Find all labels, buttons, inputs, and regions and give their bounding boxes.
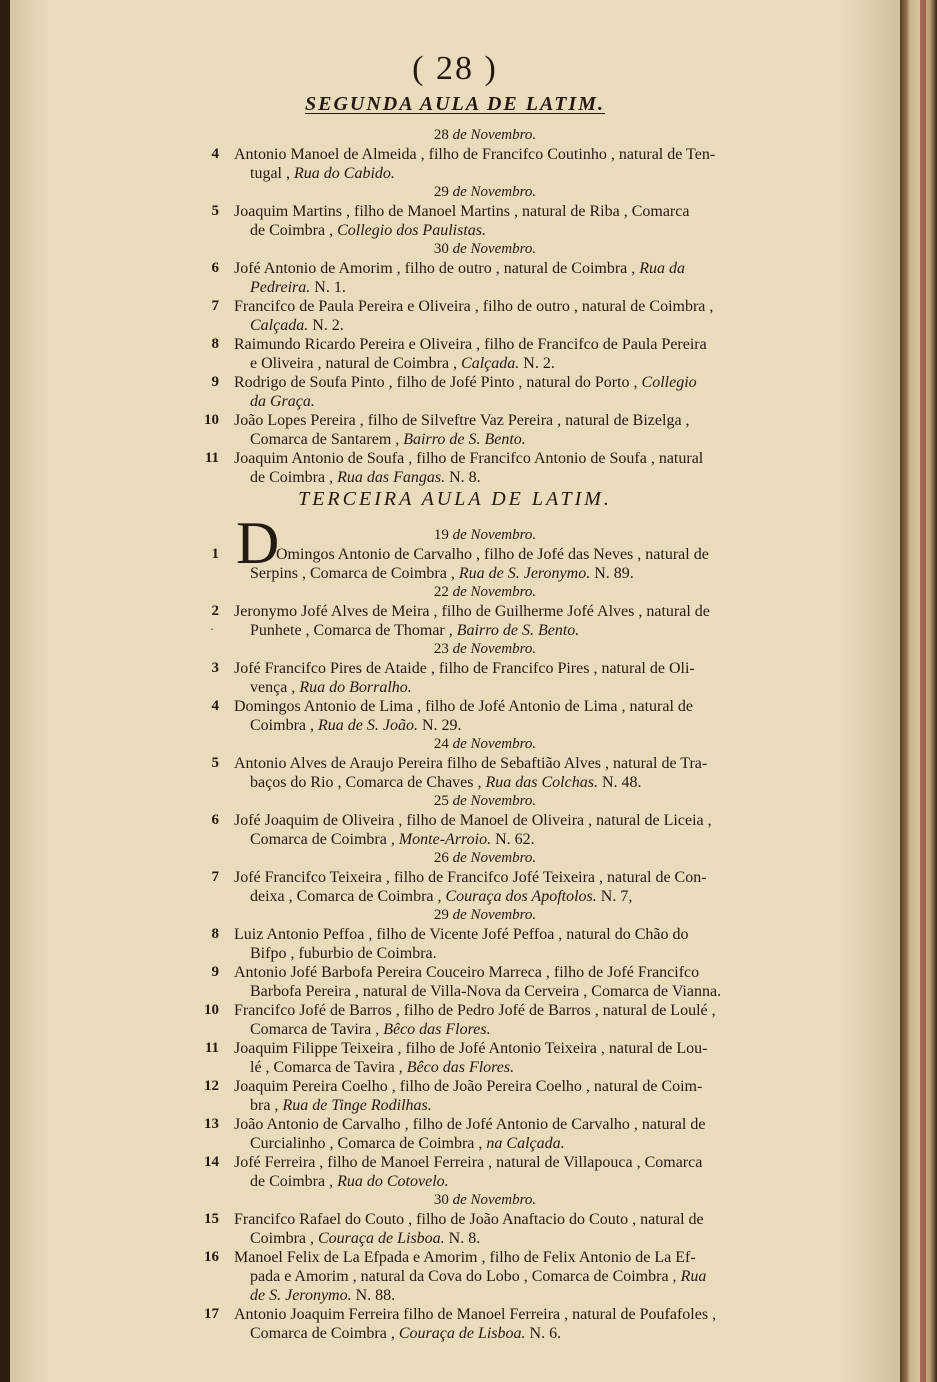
- entry-line: [10, 392, 900, 411]
- date-day: 25: [433, 793, 449, 809]
- entry-line: [10, 1039, 900, 1058]
- address-text: Collegio: [641, 374, 697, 391]
- date-heading: [10, 126, 900, 145]
- date-day: 23: [433, 641, 449, 657]
- entry-line: [10, 1267, 900, 1286]
- entry-number: 9: [211, 374, 219, 390]
- entry-text: e Oliveira , natural de Coimbra ,: [250, 355, 462, 372]
- entry-line: [10, 354, 900, 373]
- address-text: Calçada.: [250, 317, 309, 334]
- entry-number: 7: [211, 298, 219, 314]
- entry-line: [10, 1324, 900, 1343]
- list-item: [10, 202, 900, 240]
- entry-text: Comarca de Tavira ,: [250, 1021, 384, 1038]
- date-day: 26: [433, 850, 449, 866]
- page-fore-edge: [920, 0, 926, 1382]
- date-day: 29: [433, 907, 449, 923]
- entry-text: lé , Comarca de Tavira ,: [250, 1059, 407, 1076]
- entry-line: [10, 887, 900, 906]
- entry-line: [10, 944, 900, 963]
- entry-number: 4: [211, 146, 219, 162]
- entry-line: [10, 1058, 900, 1077]
- address-text: Bêco das Flores.: [383, 1021, 491, 1038]
- section-terceira-entries: [10, 526, 900, 1343]
- entry-text: Serpins , Comarca de Coimbra ,: [250, 565, 459, 582]
- address-text: Monte-Arroio.: [398, 831, 492, 848]
- entry-text: Jofé Ferreira , filho de Manoel Ferreira , natural de Villapouca , Comarca: [234, 1154, 703, 1171]
- list-item: [10, 1305, 900, 1343]
- margin-mark: ·: [210, 622, 214, 636]
- entry-text: Joaquim Antonio de Soufa , filho de Francifco Antonio de Soufa , natural: [234, 450, 704, 467]
- date-month: de Novembro.: [452, 850, 537, 866]
- entry-text: Bifpo , fuburbio de Coimbra.: [250, 945, 437, 962]
- entry-line: [10, 259, 900, 278]
- entry-text: Omingos Antonio de Carvalho , filho de Jofé das Neves , natural de: [276, 546, 709, 563]
- entry-text: Jofé Antonio de Amorim , filho de outro , natural de Coimbra ,: [234, 260, 640, 277]
- entry-text: Joaquim Filippe Teixeira , filho de Jofé Antonio Teixeira , natural de Lou-: [234, 1040, 708, 1057]
- entry-number: 10: [204, 1002, 219, 1018]
- entry-text: N. 2.: [519, 355, 555, 372]
- date-month: de Novembro.: [452, 907, 537, 923]
- date-month: de Novembro.: [452, 736, 537, 752]
- entry-text: Barbofa Pereira , natural de Villa-Nova da Cerveira , Comarca de Vianna.: [250, 983, 722, 1000]
- date-month: de Novembro.: [452, 793, 537, 809]
- list-item: [10, 335, 900, 373]
- entry-number: 5: [211, 203, 219, 219]
- entry-text: Curcialinho , Comarca de Coimbra ,: [250, 1135, 487, 1152]
- address-text: Couraça de Lisboa.: [398, 1325, 526, 1342]
- entry-text: N. 7,: [596, 888, 633, 905]
- entry-text: Domingos Antonio de Lima , filho de Jofé Antonio de Lima , natural de: [234, 698, 694, 715]
- address-text: Rua do Borralho.: [299, 679, 412, 696]
- entry-line: [10, 373, 900, 392]
- entry-number: 8: [211, 336, 219, 352]
- book-left-edge: [0, 0, 10, 1382]
- entry-line: [10, 659, 900, 678]
- list-item: [10, 925, 900, 963]
- entry-text: Joaquim Martins , filho de Manoel Martins , natural de Riba , Comarca: [234, 203, 690, 220]
- entry-text: Comarca de Coimbra ,: [250, 1325, 399, 1342]
- page-number: ( 28 ): [412, 50, 498, 87]
- entry-number: 6: [211, 812, 219, 828]
- date-day: 30: [433, 1192, 449, 1208]
- entry-line: [10, 868, 900, 887]
- entry-text: N. 89.: [590, 565, 634, 582]
- entry-line: [10, 773, 900, 792]
- entry-line: [10, 830, 900, 849]
- entry-text: pada e Amorim , natural da Cova do Lobo , Comarca de Coimbra ,: [250, 1268, 681, 1285]
- entry-text: Jofé Francifco Pires de Ataide , filho de Francifco Pires , natural de Oli-: [234, 660, 695, 677]
- entry-number: 3: [211, 660, 219, 676]
- drop-cap: D: [236, 510, 280, 576]
- list-item: [10, 1153, 900, 1191]
- entry-number: 11: [204, 450, 219, 466]
- address-text: Rua de S. João.: [318, 717, 418, 734]
- address-text: Rua: [680, 1268, 707, 1285]
- date-heading: [10, 792, 900, 811]
- entry-line: [10, 278, 900, 297]
- list-item: [10, 1077, 900, 1115]
- entry-number: 7: [211, 869, 219, 885]
- entry-text: N. 2.: [308, 317, 344, 334]
- date-heading: [10, 906, 900, 925]
- entry-line: [10, 1229, 900, 1248]
- address-text: Couraça dos Apoftolos.: [445, 888, 597, 905]
- entry-number: 1: [211, 546, 219, 562]
- entry-text: vença ,: [250, 679, 300, 696]
- entry-number: 10: [204, 412, 219, 428]
- address-text: Rua das Fangas.: [337, 469, 446, 486]
- entry-line: [10, 678, 900, 697]
- entry-text: Antonio Alves de Araujo Pereira filho de Sebaftião Alves , natural de Tra-: [234, 755, 708, 772]
- list-item: [10, 259, 900, 297]
- address-text: Rua de Tinge Rodilhas.: [282, 1097, 432, 1114]
- date-heading: [10, 183, 900, 202]
- entry-text: Jofé Joaquim de Oliveira , filho de Manoel de Oliveira , natural de Liceia ,: [234, 812, 712, 829]
- list-item: [10, 754, 900, 792]
- entry-line: [10, 621, 900, 640]
- list-item: [10, 811, 900, 849]
- date-heading: [10, 526, 900, 545]
- date-heading: [10, 240, 900, 259]
- entry-text: N. 8.: [445, 469, 481, 486]
- entry-number: 17: [204, 1306, 219, 1322]
- list-item: [10, 449, 900, 487]
- list-item: [10, 697, 900, 735]
- address-text: Pedreira.: [250, 279, 311, 296]
- entry-line: [10, 335, 900, 354]
- entry-line: [10, 1096, 900, 1115]
- entry-line: [10, 1115, 900, 1134]
- entry-number: 15: [204, 1211, 219, 1227]
- entry-text: Manoel Felix de La Efpada e Amorim , filho de Felix Antonio de La Ef-: [234, 1249, 696, 1266]
- entry-text: N. 29.: [417, 717, 462, 734]
- address-text: Couraça de Lisboa.: [318, 1230, 445, 1247]
- entry-line: [10, 449, 900, 468]
- entry-text: de Coimbra ,: [250, 1173, 338, 1190]
- entry-text: N. 88.: [351, 1287, 396, 1304]
- entry-line: [10, 1020, 900, 1039]
- date-month: de Novembro.: [452, 1192, 537, 1208]
- entry-text: Comarca de Santarem ,: [250, 431, 404, 448]
- address-text: Collegio dos Paulistas.: [337, 222, 486, 239]
- entry-line: [10, 963, 900, 982]
- entry-line: [10, 982, 900, 1001]
- list-item: [10, 297, 900, 335]
- entry-text: baços do Rio , Comarca de Chaves ,: [250, 774, 486, 791]
- address-text: Rua de S. Jeronymo.: [458, 565, 591, 582]
- section-title-terceira: TERCEIRA AULA DE LATIM.: [298, 488, 612, 510]
- list-item: [10, 659, 900, 697]
- date-heading: [10, 849, 900, 868]
- list-item: [10, 1039, 900, 1077]
- entry-number: 11: [204, 1040, 219, 1056]
- entry-number: 8: [211, 926, 219, 942]
- entry-line: [10, 1210, 900, 1229]
- entry-text: N. 1.: [310, 279, 346, 296]
- entry-number: 2: [211, 603, 219, 619]
- entry-line: [10, 697, 900, 716]
- entry-line: [10, 468, 900, 487]
- date-month: de Novembro.: [452, 241, 537, 257]
- entry-text: Antonio Jofé Barbofa Pereira Couceiro Marreca , filho de Jofé Francifco: [234, 964, 700, 981]
- entry-line: [10, 1248, 900, 1267]
- list-item: [10, 1248, 900, 1305]
- address-text: Bairro de S. Bento.: [403, 431, 526, 448]
- entry-number: 14: [204, 1154, 219, 1170]
- list-item: [10, 411, 900, 449]
- date-heading: [10, 640, 900, 659]
- address-text: Calçada.: [461, 355, 520, 372]
- list-item: [10, 868, 900, 906]
- date-month: de Novembro.: [452, 527, 537, 543]
- section-title-segunda: SEGUNDA AULA DE LATIM.: [305, 93, 605, 115]
- entry-text: Luiz Antonio Peffoa , filho de Vicente Jofé Peffoa , natural do Chão do: [234, 926, 689, 943]
- list-item: [10, 1210, 900, 1248]
- entry-line: [10, 202, 900, 221]
- entry-text: João Lopes Pereira , filho de Silveftre Vaz Pereira , natural de Bizelga ,: [234, 412, 690, 429]
- entry-line: [10, 1134, 900, 1153]
- address-text: da Graça.: [250, 393, 315, 410]
- date-day: 22: [433, 584, 449, 600]
- entry-number: 4: [211, 698, 219, 714]
- entry-number: 13: [204, 1116, 219, 1132]
- entry-line: [10, 145, 900, 164]
- entry-text: Antonio Joaquim Ferreira filho de Manoel Ferreira , natural de Poufafoles ,: [234, 1306, 717, 1323]
- entry-text: Punhete , Comarca de Thomar ,: [250, 622, 457, 639]
- entry-line: [10, 316, 900, 335]
- entry-line: [10, 411, 900, 430]
- entry-line: [10, 430, 900, 449]
- list-item: [10, 1001, 900, 1039]
- entry-line: [10, 1172, 900, 1191]
- date-day: 30: [433, 241, 449, 257]
- entry-text: Jeronymo Jofé Alves de Meira , filho de Guilherme Jofé Alves , natural de: [234, 603, 710, 620]
- list-item: [10, 145, 900, 183]
- entry-number: 6: [211, 260, 219, 276]
- entry-text: de Coimbra ,: [250, 469, 338, 486]
- address-text: Bêco das Flores.: [406, 1059, 515, 1076]
- address-text: Rua da: [639, 260, 686, 277]
- date-day: 24: [433, 736, 449, 752]
- entry-text: Jofé Francifco Teixeira , filho de Francifco Jofé Teixeira , natural de Con-: [234, 869, 707, 886]
- entry-text: Rodrigo de Soufa Pinto , filho de Jofé Pinto , natural do Porto ,: [234, 374, 642, 391]
- book-page: [10, 0, 900, 1382]
- date-month: de Novembro.: [452, 184, 537, 200]
- entry-text: Raimundo Ricardo Pereira e Oliveira , filho de Francifco de Paula Pereira: [234, 336, 707, 353]
- entry-text: N. 48.: [597, 774, 642, 791]
- entry-text: N. 6.: [525, 1325, 562, 1342]
- address-text: Rua das Colchas.: [485, 774, 598, 791]
- entry-line: [10, 164, 900, 183]
- list-item: [10, 373, 900, 411]
- entry-line: [10, 1077, 900, 1096]
- date-month: de Novembro.: [452, 584, 537, 600]
- address-text: Rua do Cotovelo.: [337, 1173, 449, 1190]
- entry-line: [10, 811, 900, 830]
- entry-line: [10, 1001, 900, 1020]
- list-item: [10, 545, 900, 583]
- book-right-edge: [900, 0, 937, 1382]
- entry-text: Comarca de Coimbra ,: [250, 831, 399, 848]
- entry-line: [10, 602, 900, 621]
- list-item: [10, 963, 900, 1001]
- entry-text: N. 62.: [491, 831, 535, 848]
- entry-line: [10, 925, 900, 944]
- list-item: [10, 1115, 900, 1153]
- address-text: na Calçada.: [486, 1135, 565, 1152]
- address-text: Rua do Cabido.: [294, 165, 395, 182]
- entry-number: 9: [211, 964, 219, 980]
- entry-line: [10, 1286, 900, 1305]
- date-day: 28: [433, 127, 449, 143]
- entry-text: Francifco de Paula Pereira e Oliveira , filho de outro , natural de Coimbra ,: [234, 298, 714, 315]
- entry-text: Joaquim Pereira Coelho , filho de João Pereira Coelho , natural de Coim-: [234, 1078, 703, 1095]
- entry-text: Antonio Manoel de Almeida , filho de Francifco Coutinho , natural de Ten-: [234, 146, 716, 163]
- entry-text: Francifco Rafael do Couto , filho de João Anaftacio do Couto , natural de: [234, 1211, 704, 1228]
- entry-text: Francifco Jofé de Barros , filho de Pedro Jofé de Barros , natural de Loulé ,: [234, 1002, 716, 1019]
- entry-text: Coimbra ,: [250, 717, 318, 734]
- address-text: de S. Jeronymo.: [250, 1287, 352, 1304]
- entry-text: deixa , Comarca de Coimbra ,: [250, 888, 446, 905]
- entry-number: 12: [204, 1078, 219, 1094]
- section-segunda-entries: [10, 126, 900, 487]
- entry-text: bra ,: [250, 1097, 283, 1114]
- date-heading: [10, 735, 900, 754]
- entry-line: [10, 564, 900, 583]
- date-day: 19: [433, 527, 449, 543]
- entry-line: [10, 297, 900, 316]
- date-heading: [10, 583, 900, 602]
- date-heading: [10, 1191, 900, 1210]
- date-month: de Novembro.: [452, 641, 537, 657]
- entry-text: de Coimbra ,: [250, 222, 338, 239]
- entry-line: [10, 1305, 900, 1324]
- entry-number: 5: [211, 755, 219, 771]
- entry-number: 16: [204, 1249, 219, 1265]
- entry-line: [10, 221, 900, 240]
- entry-line: [10, 754, 900, 773]
- entry-line: [10, 1153, 900, 1172]
- list-item: [10, 602, 900, 640]
- date-day: 29: [433, 184, 449, 200]
- entry-text: tugal ,: [250, 165, 294, 182]
- address-text: Bairro de S. Bento.: [456, 622, 580, 639]
- entry-text: Coimbra ,: [250, 1230, 318, 1247]
- entry-line: [10, 716, 900, 735]
- entry-text: N. 8.: [444, 1230, 481, 1247]
- entry-text: João Antonio de Carvalho , filho de Jofé Antonio de Carvalho , natural de: [234, 1116, 706, 1133]
- entry-line: [10, 545, 900, 564]
- date-month: de Novembro.: [452, 127, 537, 143]
